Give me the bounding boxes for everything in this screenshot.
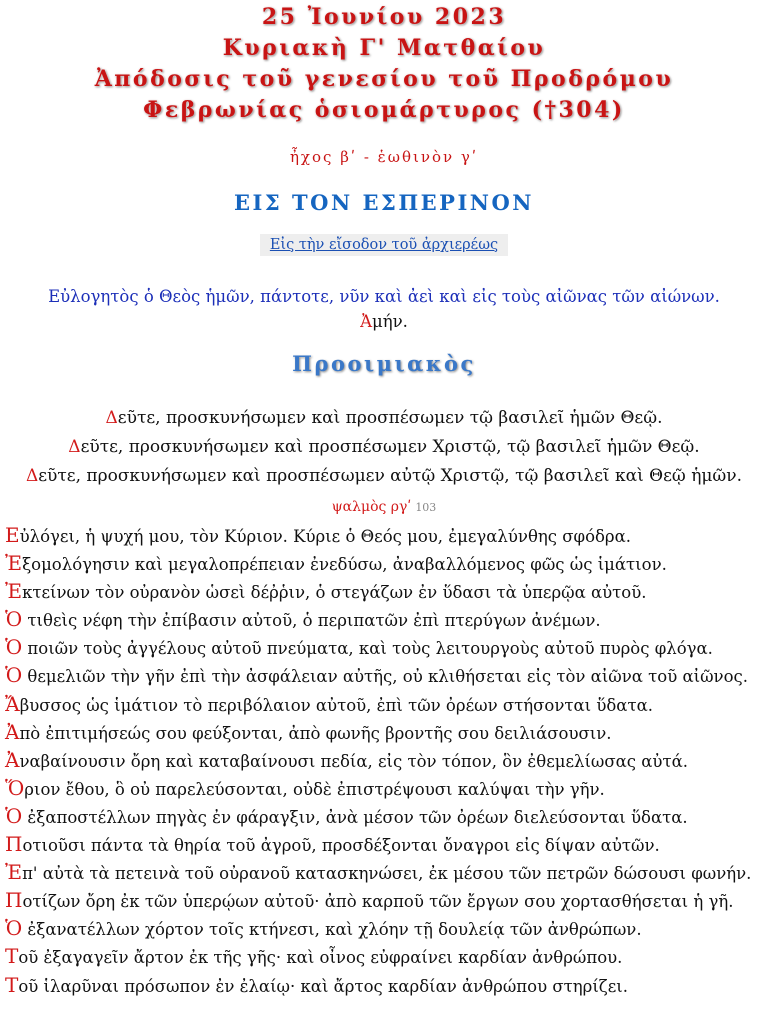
verse-initial: Ἐ bbox=[5, 860, 23, 885]
psalm-title: ψαλμὸς ργʹ bbox=[331, 499, 412, 515]
verse-text: π' αὐτὰ τὰ πετεινὰ τοῦ οὐρανοῦ κατασκηνώσει, ἐκ μέσου τῶν πετρῶν δώσουσι φωνήν. bbox=[22, 864, 752, 884]
invitation-text: εῦτε, προσκυνήσωμεν καὶ προσπέσωμεν αὐτῷ Χριστῷ, τῷ βασιλεῖ καὶ Θεῷ ἡμῶν. bbox=[38, 466, 743, 486]
invitation-line bbox=[0, 462, 768, 491]
verse-initial: Ὁ bbox=[5, 607, 23, 632]
verse-line bbox=[5, 747, 768, 775]
psalm-number: 103 bbox=[415, 501, 437, 514]
echos-label: ἦχος βʹ - ἑωθινὸν γʹ bbox=[289, 148, 479, 166]
verse-initial: Ὁ bbox=[5, 635, 23, 660]
verse-line bbox=[5, 972, 768, 1000]
verse-line bbox=[5, 550, 768, 578]
verse-text: οῦ ἐξαγαγεῖν ἄρτον ἐκ τῆς γῆς· καὶ οἶνος εὐφραίνει καρδίαν ἀνθρώπου. bbox=[18, 948, 623, 968]
verse-initial: Ὅ bbox=[5, 775, 25, 800]
verse-text: ἐξανατέλλων χόρτον τοῖς κτήνεσι, καὶ χλόην τῇ δουλείᾳ τῶν ἀνθρώπων. bbox=[22, 920, 642, 940]
verse-line bbox=[5, 719, 768, 747]
verse-line bbox=[5, 578, 768, 606]
verse-text: θεμελιῶν τὴν γῆν ἐπὶ τὴν ἀσφάλειαν αὐτῆς, οὐ κλιθήσεται εἰς τὸν αἰῶνα τοῦ αἰῶνος. bbox=[22, 667, 749, 687]
psalm-verses bbox=[0, 522, 768, 1000]
amen-response bbox=[0, 309, 768, 334]
verse-line bbox=[5, 775, 768, 803]
verse-text: οτίζων ὄρη ἐκ τῶν ὑπερῴων αὐτοῦ· ἀπὸ καρποῦ τῶν ἔργων σου χορτασθήσεται ἡ γῆ. bbox=[22, 892, 734, 912]
verse-line bbox=[5, 662, 768, 690]
verse-line bbox=[5, 606, 768, 634]
verse-line bbox=[5, 691, 768, 719]
verse-initial: Ὁ bbox=[5, 803, 23, 828]
verse-initial: Π bbox=[5, 832, 23, 857]
verse-text: τιθεὶς νέφη τὴν ἐπίβασιν αὐτοῦ, ὁ περιπατῶν ἐπὶ πτερύγων ἀνέμων. bbox=[22, 611, 601, 631]
psalm-heading bbox=[0, 496, 768, 520]
verse-initial: Τ bbox=[5, 944, 19, 969]
verse-initial: Ἐ bbox=[5, 551, 23, 576]
verse-line bbox=[5, 859, 768, 887]
verse-initial: Τ bbox=[5, 972, 19, 997]
verse-line bbox=[5, 943, 768, 971]
date-heading: 25 Ἰουνίου 2023 bbox=[261, 4, 507, 30]
verse-text: ὐλόγει, ἡ ψυχή μου, τὸν Κύριον. Κύριε ὁ Θεός μου, ἐμεγαλύνθης σφόδρα. bbox=[19, 527, 632, 546]
entrance-container bbox=[0, 234, 768, 264]
verse-initial: Ὁ bbox=[5, 916, 23, 941]
verse-text: ριον ἔθου, ὃ οὐ παρελεύσονται, οὐδὲ ἐπιστρέψουσι καλύψαι τὴν γῆν. bbox=[24, 779, 605, 799]
verse-text: πὸ ἐπιτιμήσεώς σου φεύξονται, ἀπὸ φωνῆς βροντῆς σου δειλιάσουσιν. bbox=[19, 723, 612, 743]
amen-initial: Ἀ bbox=[360, 312, 373, 331]
verse-text: ναβαίνουσιν ὄρη καὶ καταβαίνουσι πεδία, εἰς τὸν τόπον, ὃν ἐθεμελίωσας αὐτά. bbox=[19, 751, 688, 771]
invitation-line bbox=[0, 433, 768, 462]
verse-initial: Ε bbox=[5, 523, 20, 547]
verse-initial: Ἀ bbox=[5, 719, 20, 744]
verse-line bbox=[5, 915, 768, 943]
verse-initial: Π bbox=[5, 888, 23, 913]
invitation-text: εῦτε, προσκυνήσωμεν καὶ προσπέσωμεν Χριστῷ, τῷ βασιλεῖ ἡμῶν Θεῷ. bbox=[80, 437, 700, 457]
invitation-initial: Δ bbox=[105, 408, 118, 428]
verse-text: οτιοῦσι πάντα τὰ θηρία τοῦ ἀγροῦ, προσδέξονται ὄναγροι εἰς δίψαν αὐτῶν. bbox=[22, 836, 660, 856]
verse-initial: Ἄ bbox=[5, 691, 20, 716]
invitation-block bbox=[0, 404, 768, 491]
verse-line bbox=[5, 634, 768, 662]
verse-line bbox=[5, 887, 768, 915]
sunday-heading: Κυριακὴ Γ' Ματθαίου bbox=[222, 35, 546, 61]
invitation-initial: Δ bbox=[25, 466, 39, 486]
verse-initial: Ἐ bbox=[5, 579, 23, 604]
feast-heading: Ἀπόδοσις τοῦ γενεσίου τοῦ Προδρόμου bbox=[94, 66, 674, 92]
verse-line bbox=[5, 803, 768, 831]
verse-text: ξομολόγησιν καὶ μεγαλοπρέπειαν ἐνεδύσω, ἀναβαλλόμενος φῶς ὡς ἱμάτιον. bbox=[22, 555, 667, 575]
verse-text: οῦ ἱλαρῦναι πρόσωπον ἐν ἐλαίῳ· καὶ ἄρτος καρδίαν ἀνθρώπου στηρίζει. bbox=[18, 976, 628, 996]
verse-initial: Ὁ bbox=[5, 663, 23, 688]
entrance-link[interactable]: Εἰς τὴν εἴσοδον τοῦ ἀρχιερέως bbox=[260, 234, 508, 256]
saint-heading: Φεβρωνίας ὁσιομάρτυρος (†304) bbox=[143, 97, 625, 123]
verse-line bbox=[5, 831, 768, 859]
verse-text: ποιῶν τοὺς ἀγγέλους αὐτοῦ πνεύματα, καὶ τοὺς λειτουργοὺς αὐτοῦ πυρὸς φλόγα. bbox=[22, 639, 713, 659]
section-title: ΕΙΣ ΤΟΝ ΕΣΠΕΡΙΝΟΝ bbox=[234, 190, 534, 215]
verse-text: κτείνων τὸν οὐρανὸν ὡσεὶ δέῤῥιν, ὁ στεγάζων ἐν ὕδασι τὰ ὑπερῷα αὐτοῦ. bbox=[22, 583, 647, 603]
prooimiakos-title: Προοιμιακὸς bbox=[292, 351, 476, 376]
amen-rest: μήν. bbox=[372, 312, 408, 331]
verse-text: ἐξαποστέλλων πηγὰς ἐν φάραγξιν, ἀνὰ μέσον τῶν ὀρέων διελεύσονται ὕδατα. bbox=[22, 807, 688, 827]
verse-text: βυσσος ὡς ἱμάτιον τὸ περιβόλαιον αὐτοῦ, ἐπὶ τῶν ὀρέων στήσονται ὕδατα. bbox=[19, 695, 653, 715]
page-header bbox=[0, 2, 768, 126]
invitation-text: εῦτε, προσκυνήσωμεν καὶ προσπέσωμεν τῷ βασιλεῖ ἡμῶν Θεῷ. bbox=[117, 408, 663, 428]
invitation-initial: Δ bbox=[68, 437, 81, 457]
invitation-line bbox=[0, 404, 768, 433]
blessing-text: Εὐλογητὸς ὁ Θεὸς ἡμῶν, πάντοτε, νῦν καὶ ἀεὶ καὶ εἰς τοὺς αἰῶνας τῶν αἰώνων. bbox=[48, 287, 720, 306]
verse-line bbox=[5, 522, 768, 550]
verse-initial: Ἀ bbox=[5, 747, 20, 772]
